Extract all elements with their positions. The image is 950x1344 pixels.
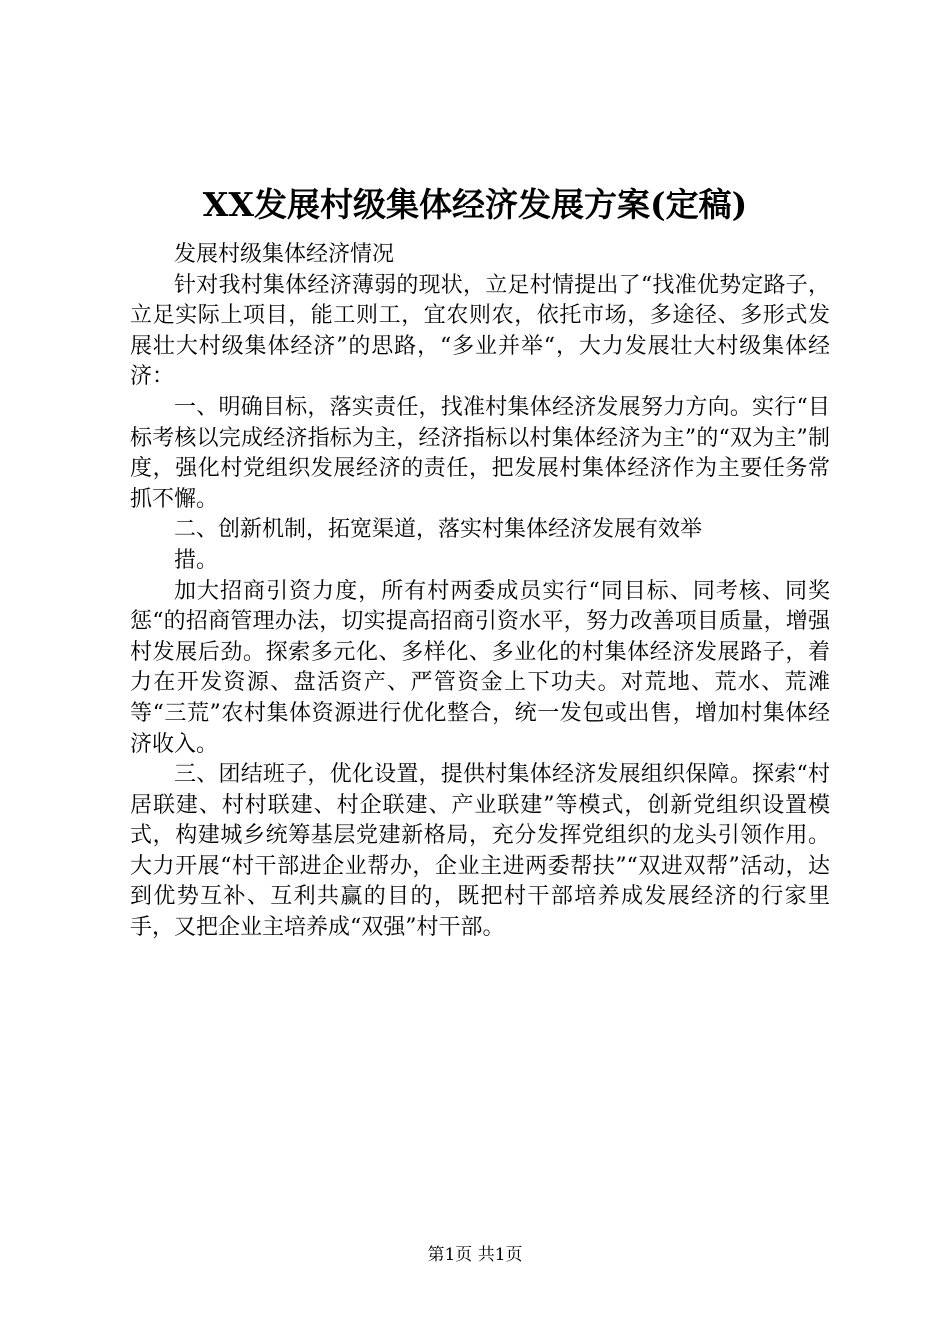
paragraph-section-1: 一、明确目标，落实责任，找准村集体经济发展努力方向。实行“目标考核以完成经济指标为主，经济指标以村集体经济为主”的“双为主”制度，强化村党组织发展经济的责任，把发展村集体经济作为主要任务常抓不懈。	[130, 394, 830, 512]
paragraph-heading: 发展村级集体经济情况	[174, 242, 395, 267]
page-footer: 第1页 共1页	[427, 1245, 523, 1265]
document-body	[130, 240, 830, 944]
paragraph-section-2-heading: 二、创新机制，拓宽渠道，落实村集体经济发展有效举	[174, 517, 703, 543]
document-title: XX发展村级集体经济发展方案(定稿)	[202, 185, 748, 224]
paragraph-section-2-heading-cont: 措。	[174, 547, 219, 573]
paragraph-section-3: 三、团结班子，优化设置，提供村集体经济发展组织保障。探索“村居联建、村村联建、村企联建、产业联建”等模式，创新党组织设置模式，构建城乡统筹基层党建新格局，充分发挥党组织的龙头引领作用。大力开展“村干部进企业帮办，企业主进两委帮扶”“双进双帮”活动，达到优势互补、互利共赢的目的，既把村干部培养成发展经济的行家里手，又把企业主培养成“双强”村干部。	[130, 762, 830, 941]
paragraph-section-2-body: 加大招商引资力度，所有村两委成员实行“同目标、同考核、同奖惩“的招商管理办法，切实提高招商引资水平，努力改善项目质量，增强村发展后劲。探索多元化、多样化、多业化的村集体经济发展路子，着力在开发资源、盘活资产、严管资金上下功夫。对荒地、荒水、荒滩等“三荒”农村集体资源进行优化整合，统一发包或出售，增加村集体经济收入。	[130, 578, 830, 757]
paragraph-intro: 针对我村集体经济薄弱的现状，立足村情提出了“找准优势定路子，立足实际上项目，能工则工，宜农则农，依托市场，多途径、多形式发展壮大村级集体经济”的思路，“多业并举“，大力发展壮大村级集体经济：	[130, 272, 830, 390]
